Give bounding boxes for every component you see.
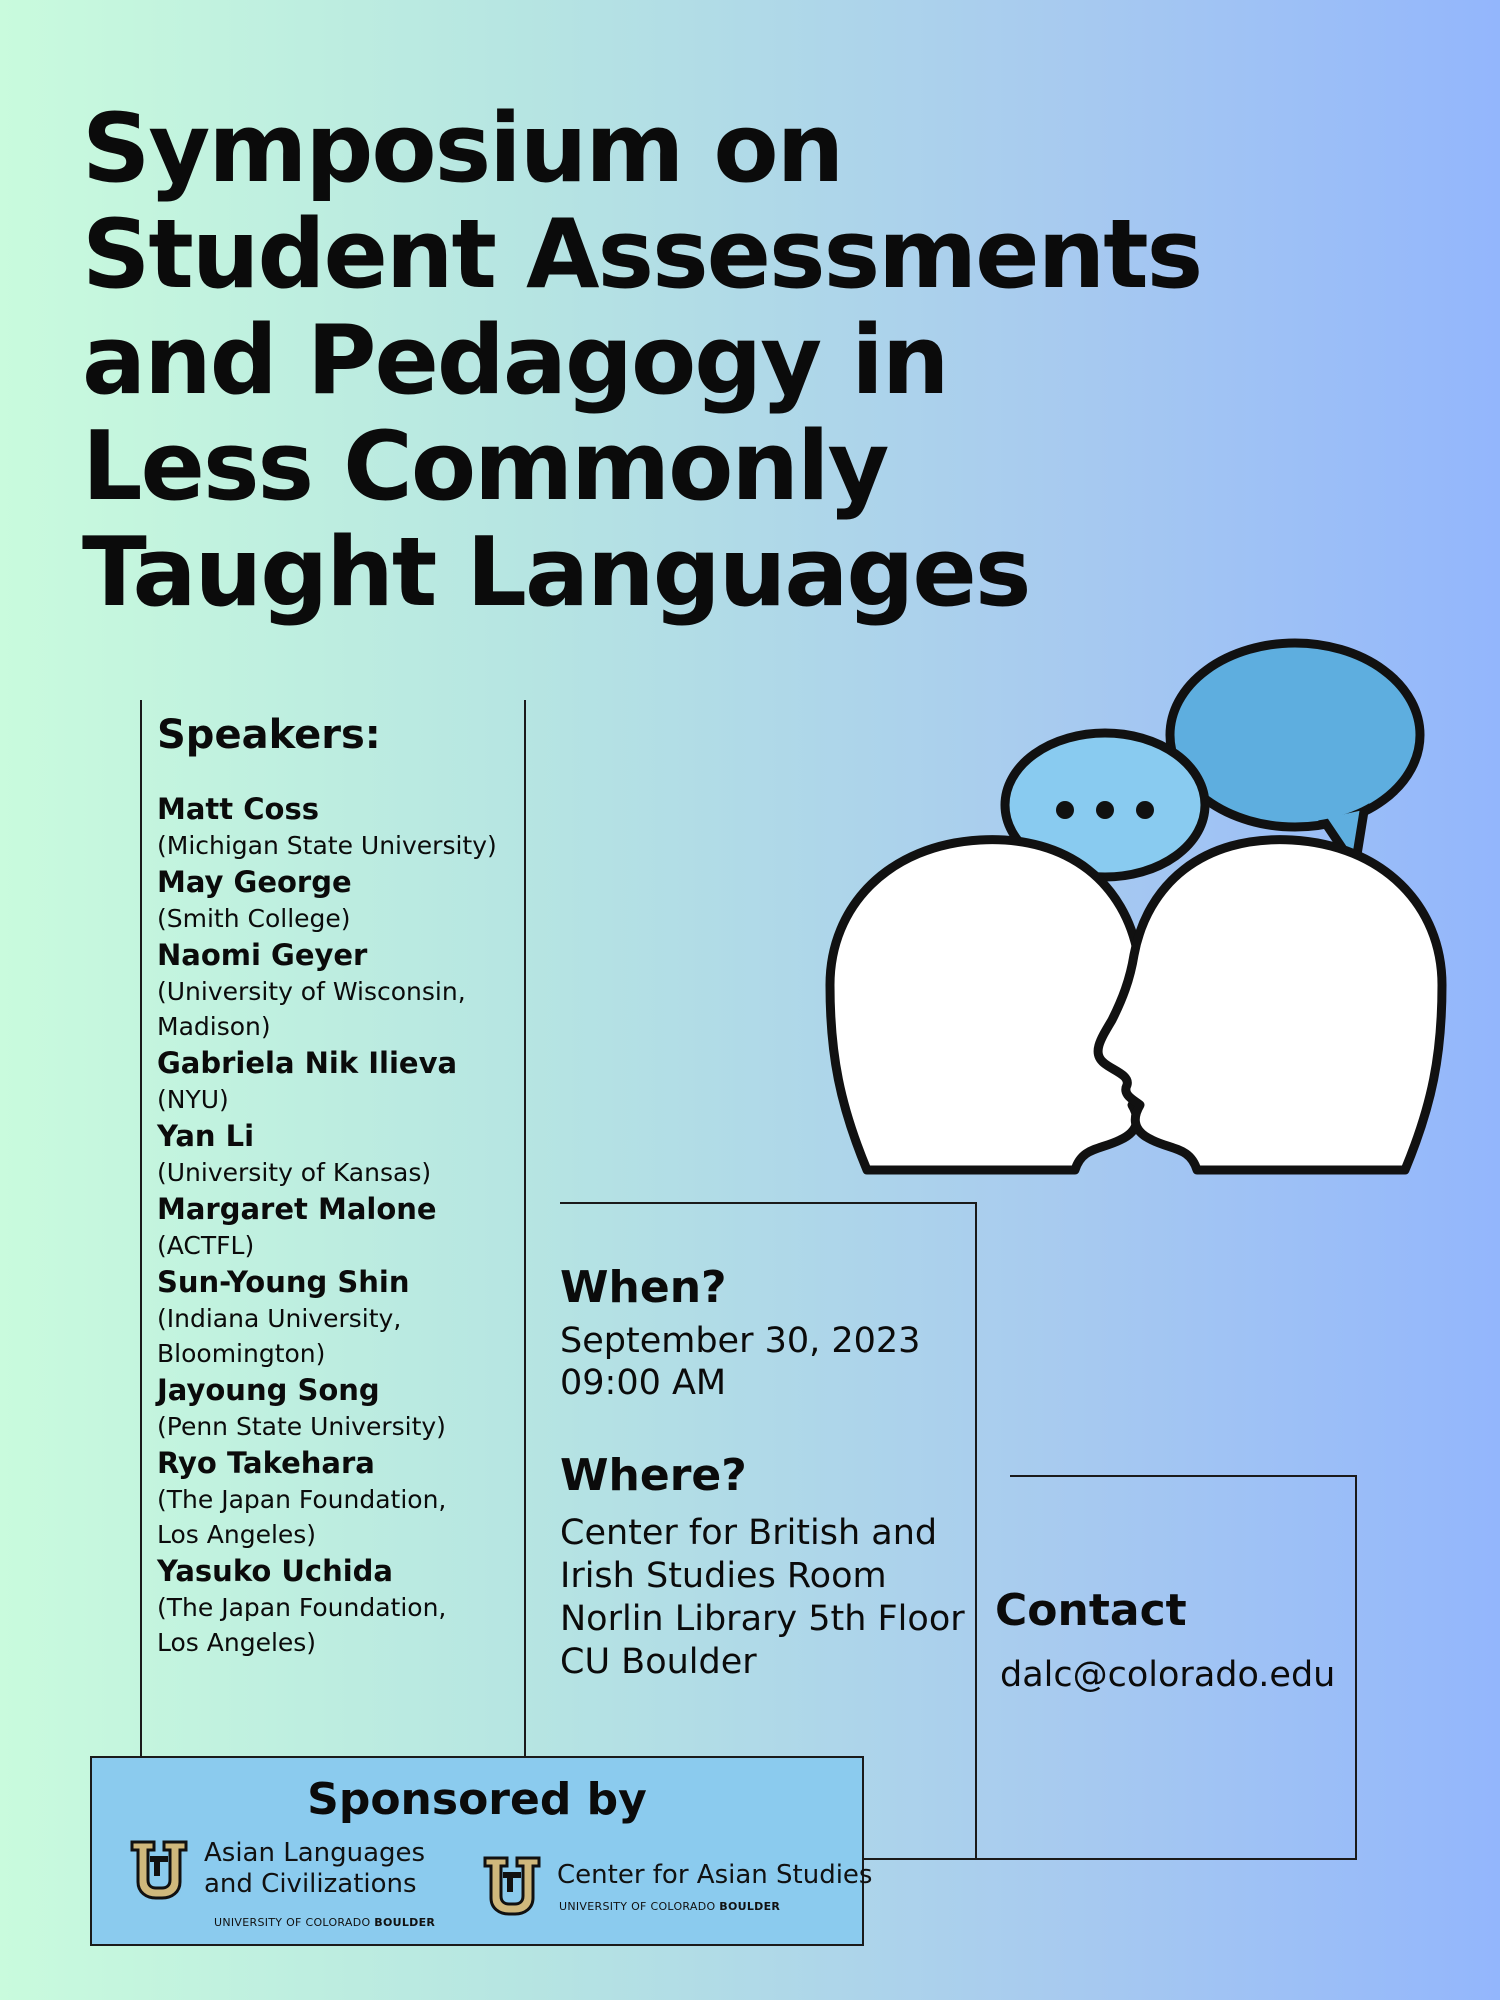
when-details: [560, 1320, 920, 1404]
contact-email-link[interactable]: dalc@colorado.edu: [1000, 1655, 1336, 1695]
university-prefix: UNIVERSITY OF COLORADO: [214, 1916, 375, 1929]
speaker-affiliation: (The Japan Foundation,: [157, 1593, 447, 1622]
contact-right-divider: [1355, 1475, 1357, 1860]
speaker-name: Gabriela Nik Ilieva: [157, 1046, 458, 1080]
sponsor-org-name-line: and Civilizations: [204, 1869, 417, 1899]
speaker-name: Naomi Geyer: [157, 938, 368, 972]
sponsor-org-university: [559, 1900, 780, 1913]
speaker-name: May George: [157, 865, 352, 899]
speaker-affiliation: (ACTFL): [157, 1231, 255, 1260]
title-line: Taught Languages: [82, 518, 1030, 628]
speaker-entry: [157, 1552, 517, 1660]
speaker-name: Margaret Malone: [157, 1192, 437, 1226]
speaker-affiliation: (Michigan State University): [157, 831, 497, 860]
sponsor-org-name: [204, 1838, 425, 1900]
speaker-affiliation: (NYU): [157, 1085, 229, 1114]
speaker-entry: [157, 1044, 517, 1117]
speakers-right-divider: [524, 700, 526, 1758]
venue-line: Center for British and: [560, 1513, 938, 1553]
speaker-affiliation: (Indiana University,: [157, 1304, 402, 1333]
speaker-entry: [157, 1371, 517, 1444]
sponsor-box: [90, 1756, 873, 1946]
speakers-left-divider: [140, 700, 142, 1758]
venue-line: Irish Studies Room: [560, 1556, 887, 1596]
contact-top-divider: [1010, 1475, 1356, 1477]
speaker-affiliation: Los Angeles): [157, 1520, 317, 1549]
university-prefix: UNIVERSITY OF COLORADO: [559, 1900, 720, 1913]
contact-heading: Contact: [995, 1585, 1187, 1636]
speaker-entry: [157, 936, 517, 1044]
speaker-entry: [157, 1444, 517, 1552]
info-right-divider: [975, 1202, 977, 1858]
speaker-affiliation: Bloomington): [157, 1339, 326, 1368]
event-time: 09:00 AM: [560, 1363, 727, 1403]
speaker-name: Jayoung Song: [157, 1373, 380, 1407]
sponsor-org-university: [214, 1916, 435, 1929]
speaker-name: Yan Li: [157, 1119, 255, 1153]
speaker-name: Yasuko Uchida: [157, 1554, 393, 1588]
speakers-heading: Speakers:: [157, 712, 381, 758]
cu-logo-icon: [128, 1836, 190, 1900]
when-heading: When?: [560, 1262, 727, 1313]
sponsor-org-name-line: Center for Asian Studies: [557, 1860, 873, 1890]
speaker-affiliation: (Penn State University): [157, 1412, 446, 1441]
speaker-list: [157, 790, 517, 1660]
large-speech-bubble-icon: [1170, 643, 1420, 867]
sponsor-org-name-line: Asian Languages: [204, 1838, 426, 1868]
right-head-silhouette-icon: [1098, 840, 1442, 1170]
title-line: and Pedagogy in: [82, 306, 948, 416]
speaker-entry: [157, 1263, 517, 1371]
cu-logo-icon: [481, 1852, 543, 1916]
speaker-affiliation: Los Angeles): [157, 1628, 317, 1657]
speaker-affiliation: (Smith College): [157, 904, 351, 933]
speaker-entry: [157, 790, 517, 863]
event-date: September 30, 2023: [560, 1321, 921, 1361]
speaker-affiliation: (University of Kansas): [157, 1158, 432, 1187]
title-line: Student Assessments: [82, 200, 1202, 310]
speaker-name: Ryo Takehara: [157, 1446, 375, 1480]
speaker-affiliation: (University of Wisconsin,: [157, 977, 466, 1006]
venue-line: Norlin Library 5th Floor: [560, 1599, 965, 1639]
speaker-name: Sun-Young Shin: [157, 1265, 410, 1299]
event-title: [82, 96, 1382, 626]
conversation-heads-illustration: [820, 635, 1460, 1190]
contact-bottom-divider: [864, 1858, 1357, 1860]
speaker-entry: [157, 1190, 517, 1263]
university-suffix: BOULDER: [719, 1900, 781, 1913]
title-line: Symposium on: [82, 94, 843, 204]
speaker-affiliation: Madison): [157, 1012, 271, 1041]
speaker-entry: [157, 1117, 517, 1190]
sponsor-org-name: [557, 1860, 872, 1891]
university-suffix: BOULDER: [374, 1916, 436, 1929]
where-heading: Where?: [560, 1450, 747, 1501]
venue-line: CU Boulder: [560, 1642, 757, 1682]
speaker-entry: [157, 863, 517, 936]
speaker-name: Matt Coss: [157, 792, 319, 826]
title-line: Less Commonly: [82, 412, 888, 522]
speaker-affiliation: (The Japan Foundation,: [157, 1485, 447, 1514]
sponsor-heading: Sponsored by: [307, 1774, 647, 1825]
info-top-divider: [560, 1202, 976, 1204]
where-details: [560, 1512, 965, 1684]
